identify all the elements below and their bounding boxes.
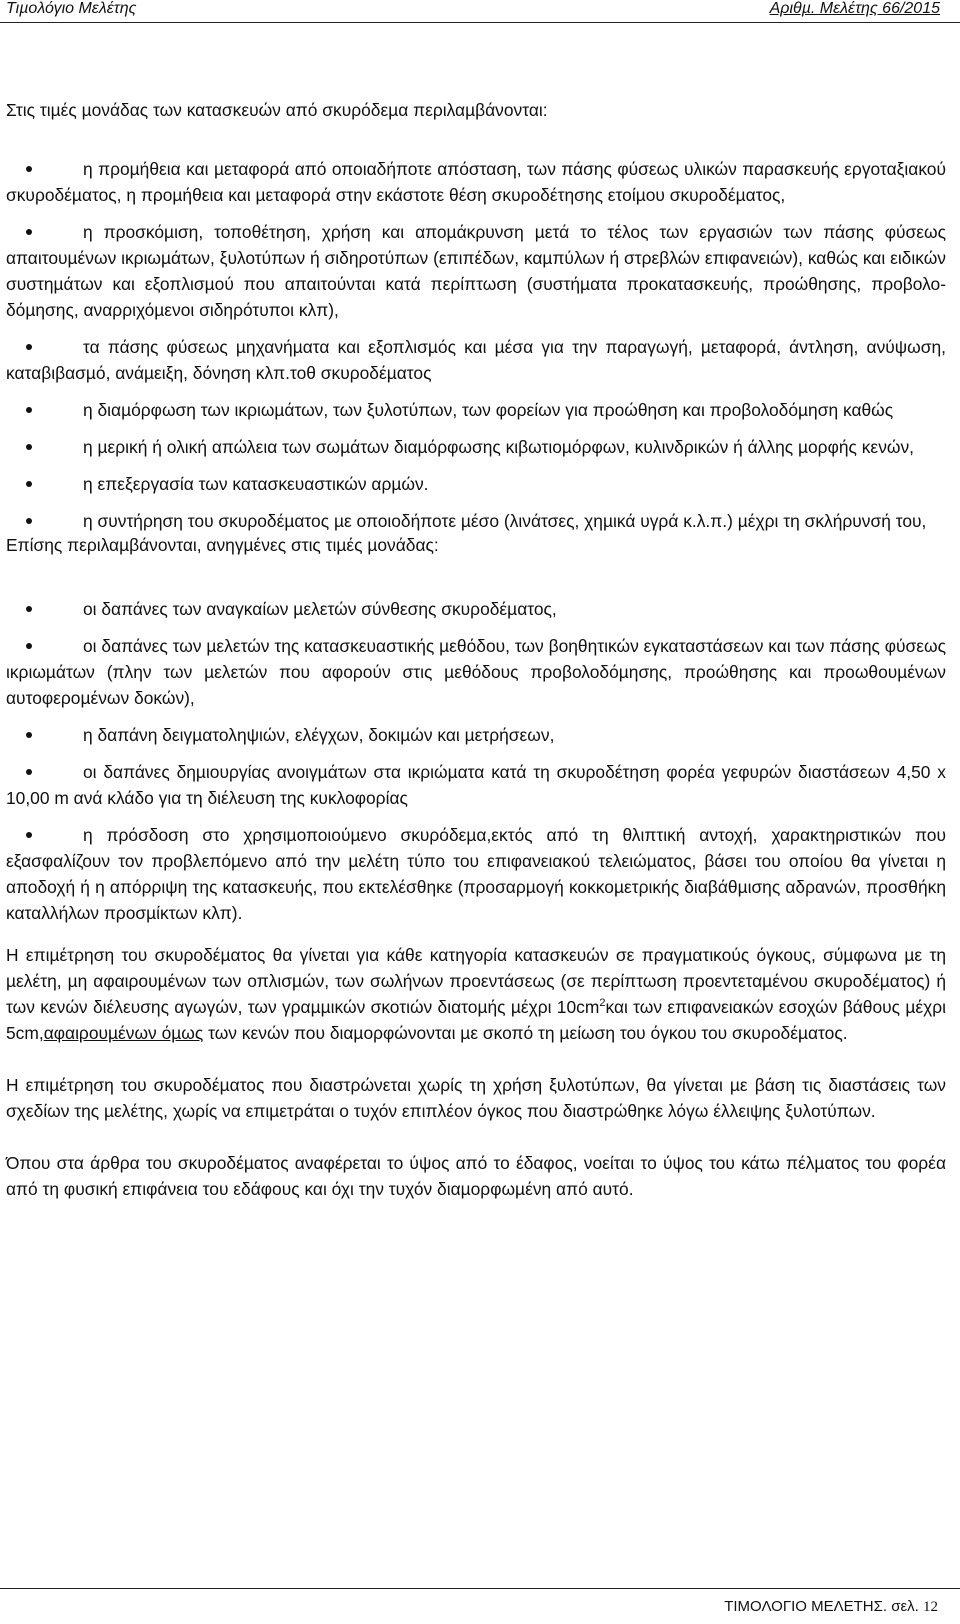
list-item: η συντήρηση του σκυροδέµατος µε οποιοδήποτε µέσο (λινάτσες, χηµικά υγρά κ.λ.π.) µέχρι τη σκλήρυνσή του,: [6, 508, 946, 534]
list-item: η επεξεργασία των κατασκευαστικών αρµών.: [6, 471, 946, 497]
list-item: η πρόσδοση στο χρησιµοποιούµενο σκυρόδεµα,εκτός από τη θλιπτική αντοχή, χαρακτηριστικών που εξασφαλίζουν τον προβλεπόµενο από την µελέτη τύπο του επιφανειακού τελειώµατος, βάσει του οποίου θα γίνεται η αποδοχή ή η απόρριψη της κατασκευής, που εκτελέσθηκε (προσαρµογή κοκκοµετρικής διαβάθµισης αδρανών, προσθήκη καταλλήλων προσµίκτων κλπ).: [6, 825, 946, 923]
height-definition-paragraph: Όπου στα άρθρα του σκυροδέµατος αναφέρεται το ύψος από το έδαφος, νοείται το ύψος του κάτω πέλµατος του φορέα από τη φυσική επιφάνεια του εδάφους και όχι την τυχόν διαµορφωµένη από αυτό.: [6, 1153, 946, 1199]
header-study-number: Αριθµ. Μελέτης 66/2015: [769, 0, 940, 17]
list-item: οι δαπάνες των µελετών της κατασκευαστικής µεθόδου, των βοηθητικών εγκαταστάσεων και των πάσης φύσεως ικριωµάτων (πλην των µελετών που αφορούν στις µεθόδους προβολοδόµησης, προώθησης και προωθουµένων αυτοφερoµένων δοκών),: [6, 636, 946, 708]
also-included-heading: Επίσης περιλαµβάνονται, ανηγµένες στις τιµές µονάδας:: [6, 535, 439, 555]
page-footer: [724, 1598, 938, 1616]
intro-paragraph: Στις τιµές µονάδας των κατασκευών από σκυρόδεµα περιλαµβάνονται:: [6, 100, 548, 120]
costs-list: [6, 596, 946, 926]
list-item: οι δαπάνες των αναγκαίων µελετών σύνθεσης σκυροδέµατος,: [6, 596, 946, 622]
header-title: Τιµολόγιο Μελέτης: [6, 0, 137, 17]
list-item: η διαµόρφωση των ικριωµάτων, των ξυλοτύπων, των φορείων για προώθηση και προβολοδόµηση καθώς: [6, 397, 946, 423]
footer-divider: [0, 1588, 960, 1589]
bullet-icon: [26, 344, 32, 350]
bullet-icon: [26, 481, 32, 487]
included-items-list: [6, 156, 946, 534]
bullet-icon: [26, 518, 32, 524]
list-item: τα πάσης φύσεως µηχανήµατα και εξοπλισµός και µέσα για την παραγωγή, µεταφορά, άντληση, ανύψωση, καταβιβασµό, ανάµειξη, δόνηση κλπ.τοθ σκυροδέµατος: [6, 337, 946, 383]
bullet-icon: [26, 769, 32, 775]
bullet-icon: [26, 832, 32, 838]
footer-label: ΤΙΜΟΛΟΓΙΟ ΜΕΛΕΤΗΣ. σελ.: [724, 1598, 919, 1615]
formwork-free-paragraph: Η επιµέτρηση του σκυροδέµατος που διαστρώνεται χωρίς τη χρήση ξυλοτύπων, θα γίνεται µε βάση τις διαστάσεις των σχεδίων της µελέτης, χωρίς να επιµετράται ο τυχόν επιπλέον όγκος που διαστρώθηκε λόγω έλλειψης ξυλοτύπων.: [6, 1075, 946, 1121]
list-item: η προµήθεια και µεταφορά από οποιαδήποτε απόσταση, των πάσης φύσεως υλικών παρασκευής εργοταξιακού σκυροδέµατος, η προµήθεια και µεταφορά στην εκάστοτε θέση σκυροδέτησης ετοίµου σκυροδέµατος,: [6, 159, 946, 205]
page-number: 12: [923, 1599, 938, 1615]
bullet-icon: [26, 444, 32, 450]
measurement-paragraph: Η επιµέτρηση του σκυροδέµατος θα γίνεται για κάθε κατηγορία κατασκευών σε πραγµατικούς όγκους, σύµφωνα µε τη µελέτη, µη αφαιρουµένων των οπλισµών, των σωλήνων προεντάσεως (σε περίπτωση προεντεταµένου σκυροδέµατος) ή των κενών διέλευσης αγωγών, των γραµµικών σκοτιών διατοµής µέχρι $10cm^2\kappa\alpha\iota$ των επιφανειακών εσοχών βάθους µέχρι 5cm,αφαιρουµένων όµως των κενών που διαµορφώνονται µε σκοπό τη µείωση του όγκου του σκυροδέµατος.: [6, 945, 946, 1043]
bullet-icon: [26, 732, 32, 738]
list-item: οι δαπάνες δηµιουργίας ανοιγµάτων στα ικριώµατα κατά τη σκυροδέτηση φορέα γεφυρών διαστάσεων 4,50 x 10,00 m ανά κλάδο για τη διέλευση της κυκλοφορίας: [6, 762, 946, 808]
list-item: η µερική ή ολική απώλεια των σωµάτων διαµόρφωσης κιβωτιοµόρφων, κυλινδρικών ή άλλης µορφής κενών,: [6, 434, 946, 460]
bullet-icon: [26, 606, 32, 612]
page-header: [0, 0, 960, 23]
document-body: [6, 97, 946, 1228]
list-item: η προσκόµιση, τοποθέτηση, χρήση και αποµάκρυνση µετά το τέλος των εργασιών των πάσης φύσεως απαιτουµένων ικριωµάτων, ξυλοτύπων ή σιδηροτύπων (επιπέδων, καµπύλων ή στρεβλών επιφανειών), καθώς και ειδικών συστηµάτων και εξοπλισµού που απαιτούνται κατά περίπτωση (συστήµατα προκατασκευής, προώθησης, προβολο-δόµησης, αναρριχόµενοι σιδηρότυποι κλπ),: [6, 222, 946, 320]
list-item: η δαπάνη δειγµατοληψιών, ελέγχων, δοκιµών και µετρήσεων,: [6, 722, 946, 748]
bullet-icon: [26, 407, 32, 413]
bullet-icon: [26, 166, 32, 172]
bullet-icon: [26, 643, 32, 649]
bullet-icon: [26, 229, 32, 235]
